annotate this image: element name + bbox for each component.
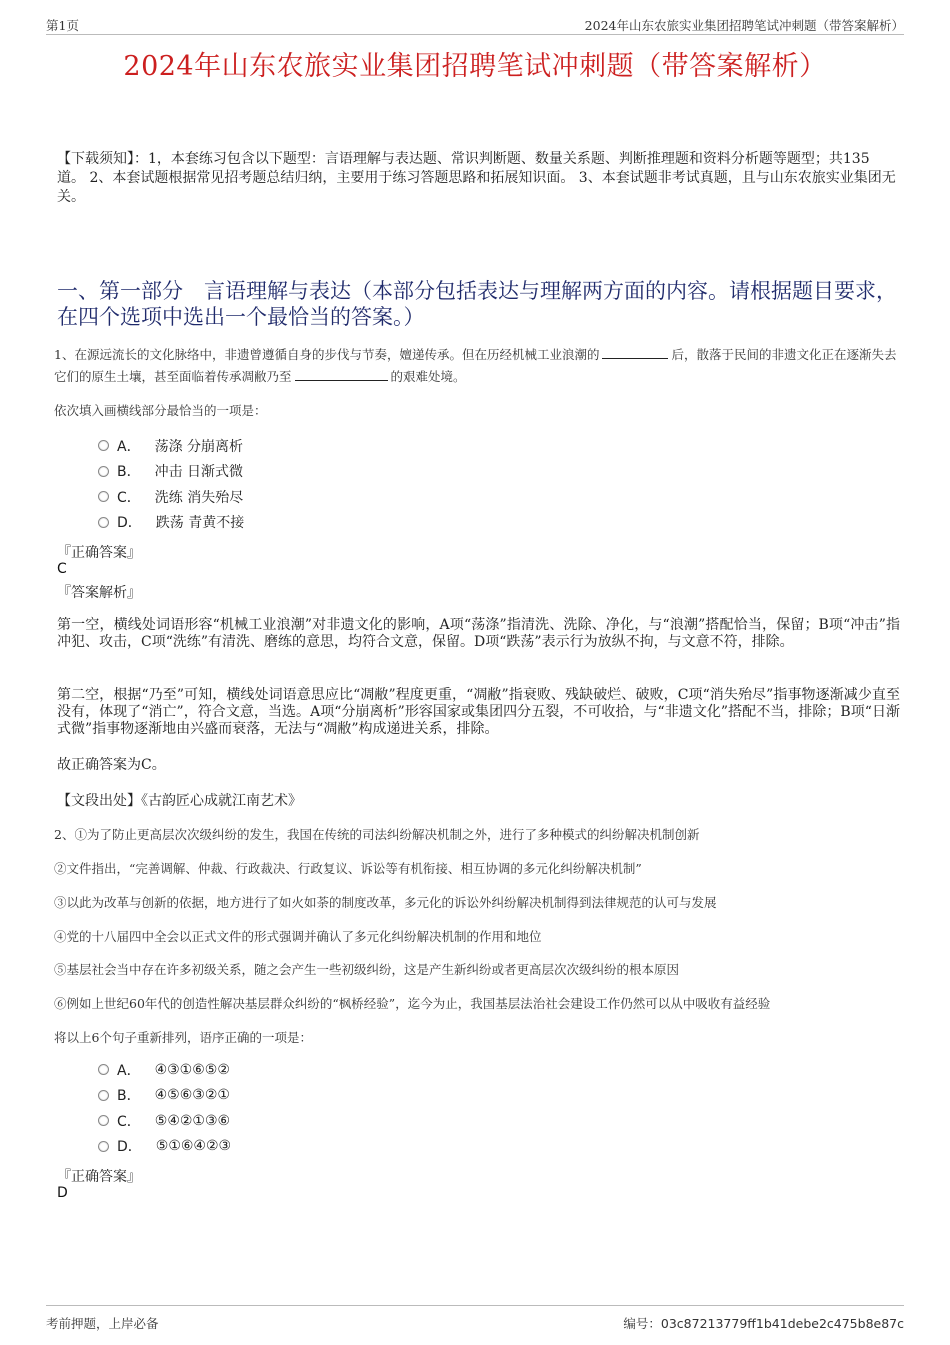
radio-button[interactable] [98, 466, 109, 477]
option-text: 洗练 消失殆尽 [154, 489, 244, 506]
question-1-text-part3: 的艰难处境。 [390, 369, 466, 384]
source-citation: 【文段出处】《古韵匠心成就江南艺术》 [57, 793, 302, 809]
radio-button[interactable] [98, 491, 109, 502]
radio-button[interactable] [98, 517, 109, 528]
option-text: 跌荡 青黄不接 [155, 515, 245, 532]
question-1-text-part2: 后，散落于民间的非遗文化正在逐渐失去它们的原生土壤，甚至面临着传承凋敝乃至 [54, 347, 897, 384]
radio-button[interactable] [98, 1141, 109, 1152]
page-footer [46, 1305, 904, 1332]
answer-value: C [57, 561, 67, 577]
option-text: ⑤①⑥④②③ [155, 1138, 232, 1155]
option-key: C． [117, 489, 141, 506]
option-text: 冲击 日渐式微 [154, 464, 244, 481]
question-1-stem [54, 344, 899, 388]
question-2-statement: ⑤基层社会当中存在许多初级关系，随之会产生一些初级纠纷，这是产生新纠纷或者更高层次次级纠纷的根本原因 [54, 962, 680, 977]
option-c[interactable] [98, 1108, 231, 1134]
code-label: 编号： [623, 1316, 661, 1331]
question-2-prompt: 将以上6个句子重新排列，语序正确的一项是： [54, 1030, 312, 1045]
blank-2 [295, 368, 388, 381]
option-text: 荡涤 分崩离析 [154, 438, 244, 455]
analysis-paragraph-2: 第二空，根据“乃至”可知，横线处词语意思应比“凋敝”程度更重，“凋敝”指衰败、残缺破烂、破败，C项“消失殆尽”指事物逐渐减少直至没有，体现了“消亡”，符合文意，当选。A项“分崩离析”形容国家或集团四分五裂，不可收拾，与“非遗文化”搭配不当，排除；B项“日渐式微”指事物逐渐地由兴盛而衰落，无法与“凋敝”构成递进关系，排除。 [57, 687, 900, 737]
answer-value: D [57, 1185, 68, 1201]
radio-button[interactable] [98, 1090, 109, 1101]
option-key: B． [117, 464, 141, 481]
analysis-label: 『答案解析』 [57, 585, 141, 601]
radio-button[interactable] [98, 1064, 109, 1075]
option-key: C． [117, 1113, 141, 1130]
option-key: A． [117, 1062, 141, 1079]
question-2-statement: ③以此为改革与创新的依据，地方进行了如火如荼的制度改革，多元化的诉讼外纠纷解决机制得到法律规范的认可与发展 [54, 895, 717, 910]
page-header [46, 14, 904, 35]
option-text: ④③①⑥⑤② [154, 1061, 230, 1078]
page-number: 第1页 [46, 18, 79, 33]
radio-button[interactable] [98, 440, 109, 451]
question-1-text-part1: 1、在源远流长的文化脉络中，非遗曾遵循自身的步伐与节奏，嬗递传承。但在历经机械工业浪潮的 [54, 347, 600, 362]
blank-1 [602, 346, 668, 359]
analysis-paragraph-1: 第一空，横线处词语形容“机械工业浪潮”对非遗文化的影响，A项“荡涤”指清洗、洗除、净化，与“浪潮”搭配恰当，保留；B项“冲击”指冲犯、攻击，C项“洗练”有清洗、磨练的意思，均符合文意，保留。D项“跌荡”表示行为放纵不拘，与文意不符，排除。 [57, 617, 900, 650]
answer-label: 『正确答案』 [57, 1169, 141, 1185]
footer-code [623, 1314, 904, 1332]
option-b[interactable] [98, 459, 244, 485]
download-notice: 【下载须知】：1，本套练习包含以下题型：言语理解与表达题、常识判断题、数量关系题、判断推理题和资料分析题等题型；共135道。 2、本套试题根据常见招考题总结归纳，主要用于练习答题思路和拓展知识面。 3、本套试题非考试真题，且与山东农旅实业集团无关。 [57, 151, 896, 205]
radio-button[interactable] [98, 1115, 109, 1126]
option-b[interactable] [98, 1083, 231, 1109]
document-title: 2024年山东农旅实业集团招聘笔试冲刺题（带答案解析） [123, 51, 827, 82]
question-1-prompt: 依次填入画横线部分最恰当的一项是： [54, 403, 267, 418]
answer-label: 『正确答案』 [57, 545, 141, 561]
option-d[interactable] [98, 510, 244, 536]
option-key: A． [117, 438, 141, 455]
option-c[interactable] [98, 484, 244, 510]
option-key: B． [117, 1088, 141, 1105]
question-2-statement: 2、①为了防止更高层次次级纠纷的发生，我国在传统的司法纠纷解决机制之外，进行了多种模式的纠纷解决机制创新 [54, 827, 700, 842]
option-text: ⑤④②①③⑥ [154, 1112, 231, 1129]
analysis-conclusion: 故正确答案为C。 [57, 757, 166, 773]
option-key: D． [117, 515, 142, 532]
question-2-statement: ⑥例如上世纪60年代的创造性解决基层群众纠纷的“枫桥经验”，迄今为止，我国基层法治社会建设工作仍然可以从中吸收有益经验 [54, 996, 771, 1011]
question-2-statement: ②文件指出，“完善调解、仲裁、行政裁决、行政复议、诉讼等有机衔接、相互协调的多元化纠纷解决机制” [54, 861, 642, 876]
header-doc-title: 2024年山东农旅实业集团招聘笔试冲刺题（带答案解析） [584, 18, 904, 33]
option-key: D． [117, 1139, 142, 1156]
section-heading: 一、第一部分 言语理解与表达（本部分包括表达与理解两方面的内容。请根据题目要求，在四个选项中选出一个最恰当的答案。） [57, 279, 897, 329]
code-value: 03c87213779ff1b41debe2c475b8e87c [660, 1316, 904, 1331]
option-a[interactable] [98, 433, 244, 459]
question-2-statement: ④党的十八届四中全会以正式文件的形式强调并确认了多元化纠纷解决机制的作用和地位 [54, 929, 542, 944]
option-d[interactable] [98, 1134, 231, 1160]
option-text: ④⑤⑥③②① [154, 1087, 230, 1104]
question-1-options [98, 433, 244, 535]
footer-slogan: 考前押题，上岸必备 [46, 1316, 159, 1331]
option-a[interactable] [98, 1057, 231, 1083]
question-2-options [98, 1057, 231, 1159]
